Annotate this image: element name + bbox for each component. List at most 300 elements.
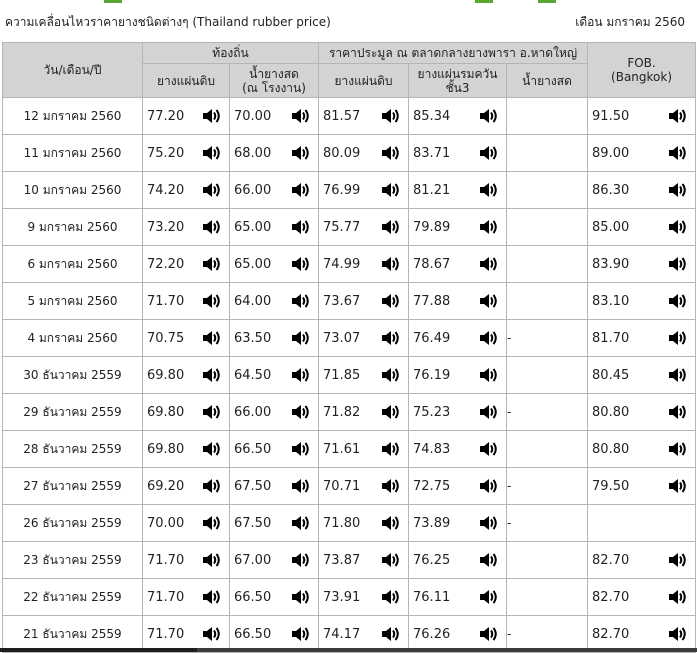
price-cell-local-latex [230,172,319,209]
speaker-icon[interactable] [668,145,687,161]
price-cell-central-latex [507,135,588,172]
price-cell-local-sheet [143,209,230,246]
price-value: 75.20 [147,145,185,161]
price-cell-local-sheet [143,357,230,394]
speaker-icon[interactable] [479,515,498,531]
price-cell-fob [588,431,696,468]
price-cell-content [409,172,506,208]
price-value: 71.82 [323,404,361,420]
table-row [3,135,696,172]
price-cell-content [409,468,506,504]
speaker-icon[interactable] [291,182,310,198]
speaker-icon[interactable] [381,219,400,235]
price-cell-central-smoked [409,209,507,246]
price-cell-content [588,246,695,282]
price-value: 83.90 [592,256,630,272]
speaker-icon[interactable] [291,219,310,235]
price-cell-content [230,172,318,208]
speaker-icon[interactable] [202,145,221,161]
price-cell-central-latex: - [507,320,588,357]
speaker-icon[interactable] [668,256,687,272]
price-cell-central-sheet [319,579,409,616]
price-cell-content [409,505,506,541]
price-value: 72.20 [147,256,185,272]
price-cell-content [588,468,695,504]
price-cell-local-latex [230,283,319,320]
price-value: 76.26 [413,626,451,642]
price-cell-central-sheet [319,468,409,505]
speaker-icon[interactable] [381,404,400,420]
price-value: 65.00 [234,219,272,235]
speaker-icon[interactable] [668,293,687,309]
col-group-local: ท้องถิ่น [143,43,319,64]
price-cell-content [409,283,506,319]
table-row [3,579,696,616]
speaker-icon[interactable] [202,589,221,605]
price-cell-content [319,320,408,356]
top-green-mark [538,0,556,3]
price-cell-content [319,505,408,541]
price-cell-local-latex [230,357,319,394]
speaker-icon[interactable] [291,108,310,124]
price-cell-central-sheet [319,283,409,320]
price-value: 66.00 [234,404,272,420]
bottom-scroll-strip [0,648,697,652]
price-cell-content [230,394,318,430]
speaker-icon[interactable] [479,293,498,309]
price-value: 70.00 [147,515,185,531]
price-cell-content [409,357,506,393]
price-value: 85.34 [413,108,451,124]
price-cell-central-smoked [409,542,507,579]
table-row [3,357,696,394]
price-cell-content [319,283,408,319]
price-cell-content [230,246,318,282]
date-cell: 22 ธันวาคม 2559 [3,579,143,616]
price-cell-content [588,320,695,356]
price-cell-fob [588,616,696,653]
price-cell-content [143,98,229,134]
price-cell-content [409,431,506,467]
speaker-icon[interactable] [381,330,400,346]
date-cell: 23 ธันวาคม 2559 [3,542,143,579]
price-cell-content [143,320,229,356]
speaker-icon[interactable] [291,404,310,420]
speaker-icon[interactable] [291,293,310,309]
price-value: 81.70 [592,330,630,346]
speaker-icon[interactable] [291,256,310,272]
speaker-icon[interactable] [479,478,498,494]
price-value: 69.80 [147,404,185,420]
price-cell-central-smoked [409,468,507,505]
price-cell-content [143,468,229,504]
speaker-icon[interactable] [381,256,400,272]
table-row [3,616,696,653]
price-cell-fob [588,246,696,283]
date-cell: 21 ธันวาคม 2559 [3,616,143,653]
price-cell-content [588,209,695,245]
speaker-icon[interactable] [381,626,400,642]
price-value: 69.80 [147,441,185,457]
price-value: 76.11 [413,589,451,605]
price-cell-content [143,357,229,393]
speaker-icon[interactable] [479,182,498,198]
speaker-icon[interactable] [291,552,310,568]
speaker-icon[interactable] [202,515,221,531]
price-value: 72.75 [413,478,451,494]
price-cell-local-latex [230,246,319,283]
price-value: 77.88 [413,293,451,309]
price-cell-content [409,542,506,578]
price-cell-local-sheet [143,505,230,542]
price-value: 76.99 [323,182,361,198]
speaker-icon[interactable] [381,441,400,457]
price-cell-central-latex [507,542,588,579]
speaker-icon[interactable] [202,404,221,420]
speaker-icon[interactable] [668,478,687,494]
speaker-icon[interactable] [479,441,498,457]
table-row [3,283,696,320]
price-value: 67.50 [234,478,272,494]
price-cell-content [230,505,318,541]
price-cell-content [409,579,506,615]
price-cell-central-latex [507,246,588,283]
price-cell-local-sheet [143,431,230,468]
price-cell-fob [588,579,696,616]
price-cell-content [409,98,506,134]
speaker-icon[interactable] [381,367,400,383]
table-row [3,320,696,357]
price-cell-content [588,542,695,578]
price-cell-local-sheet [143,172,230,209]
price-cell-fob [588,320,696,357]
price-cell-central-smoked [409,283,507,320]
price-cell-content [588,283,695,319]
price-cell-content [319,246,408,282]
price-cell-central-sheet [319,320,409,357]
price-cell-central-sheet [319,394,409,431]
price-value: 82.70 [592,552,630,568]
speaker-icon[interactable] [202,182,221,198]
speaker-icon[interactable] [479,404,498,420]
price-cell-content [588,172,695,208]
price-cell-content [230,283,318,319]
speaker-icon[interactable] [381,293,400,309]
price-cell-central-latex: - [507,394,588,431]
price-cell-central-smoked [409,394,507,431]
speaker-icon[interactable] [291,478,310,494]
price-value: 64.50 [234,367,272,383]
price-cell-central-sheet [319,542,409,579]
date-cell: 11 มกราคม 2560 [3,135,143,172]
date-cell: 10 มกราคม 2560 [3,172,143,209]
price-value: 71.70 [147,293,185,309]
col-header-fob: FOB. (Bangkok) [588,43,696,98]
price-cell-content [319,542,408,578]
speaker-icon[interactable] [291,515,310,531]
price-cell-content [143,616,229,652]
price-cell-content [409,246,506,282]
price-value: 73.87 [323,552,361,568]
price-cell-local-latex [230,135,319,172]
price-value: 67.00 [234,552,272,568]
price-cell-content [230,135,318,171]
price-cell-central-latex [507,357,588,394]
price-cell-central-latex: - [507,616,588,653]
speaker-icon[interactable] [668,626,687,642]
speaker-icon[interactable] [668,330,687,346]
price-value: 78.67 [413,256,451,272]
price-cell-central-smoked [409,357,507,394]
speaker-icon[interactable] [479,108,498,124]
price-value: 80.80 [592,404,630,420]
price-value: 81.21 [413,182,451,198]
speaker-icon[interactable] [381,589,400,605]
price-value: 71.80 [323,515,361,531]
price-cell-content [143,505,229,541]
price-value: 80.09 [323,145,361,161]
price-cell-fob [588,468,696,505]
price-cell-fob [588,283,696,320]
price-cell-fob [588,209,696,246]
top-green-mark [104,0,122,3]
speaker-icon[interactable] [668,589,687,605]
price-value: 86.30 [592,182,630,198]
price-cell-central-latex [507,579,588,616]
price-cell-fob [588,542,696,579]
price-cell-fob [588,505,696,542]
speaker-icon[interactable] [668,441,687,457]
speaker-icon[interactable] [479,256,498,272]
price-cell-content [409,320,506,356]
price-cell-central-smoked [409,505,507,542]
speaker-icon[interactable] [668,552,687,568]
price-cell-content [230,431,318,467]
speaker-icon[interactable] [479,330,498,346]
price-value: 66.50 [234,626,272,642]
date-cell: 29 ธันวาคม 2559 [3,394,143,431]
speaker-icon[interactable] [381,182,400,198]
price-value: 89.00 [592,145,630,161]
price-cell-local-latex [230,98,319,135]
price-value: 76.19 [413,367,451,383]
speaker-icon[interactable] [668,108,687,124]
price-value: 63.50 [234,330,272,346]
price-value: 73.91 [323,589,361,605]
price-cell-central-smoked [409,431,507,468]
price-cell-content [409,394,506,430]
price-cell-central-smoked [409,135,507,172]
price-cell-content [588,98,695,134]
speaker-icon[interactable] [202,626,221,642]
price-cell-content [143,135,229,171]
col-group-central-market: ราคาประมูล ณ ตลาดกลางยางพารา อ.หาดใหญ่ [319,43,588,64]
date-cell: 30 ธันวาคม 2559 [3,357,143,394]
speaker-icon[interactable] [202,330,221,346]
price-cell-content [319,579,408,615]
price-cell-content [319,172,408,208]
price-value: 75.77 [323,219,361,235]
price-value: 65.00 [234,256,272,272]
date-cell: 27 ธันวาคม 2559 [3,468,143,505]
price-cell-local-sheet [143,320,230,357]
price-cell-content [588,135,695,171]
price-cell-central-latex [507,283,588,320]
price-cell-content [230,320,318,356]
price-cell-content [143,209,229,245]
price-cell-content [143,431,229,467]
date-cell: 12 มกราคม 2560 [3,98,143,135]
speaker-icon[interactable] [202,219,221,235]
price-cell-content [143,542,229,578]
price-cell-content [588,616,695,652]
price-cell-fob [588,172,696,209]
speaker-icon[interactable] [202,441,221,457]
price-cell-central-smoked [409,172,507,209]
price-cell-content [319,98,408,134]
table-row [3,468,696,505]
price-cell-content [319,135,408,171]
speaker-icon[interactable] [202,478,221,494]
speaker-icon[interactable] [479,219,498,235]
price-value: 79.50 [592,478,630,494]
price-value: 82.70 [592,589,630,605]
price-cell-content [230,357,318,393]
price-cell-local-latex [230,542,319,579]
date-cell: 9 มกราคม 2560 [3,209,143,246]
speaker-icon[interactable] [668,404,687,420]
price-cell-content [230,579,318,615]
speaker-icon[interactable] [479,145,498,161]
price-value: 64.00 [234,293,272,309]
speaker-icon[interactable] [381,108,400,124]
price-cell-local-latex [230,468,319,505]
price-value: 80.80 [592,441,630,457]
speaker-icon[interactable] [291,441,310,457]
price-cell-content [319,209,408,245]
price-cell-central-smoked [409,98,507,135]
table-row [3,542,696,579]
price-cell-content [143,246,229,282]
speaker-icon[interactable] [381,515,400,531]
price-cell-central-sheet [319,98,409,135]
date-cell: 26 ธันวาคม 2559 [3,505,143,542]
price-cell-central-latex: - [507,505,588,542]
speaker-icon[interactable] [291,589,310,605]
price-cell-local-latex [230,209,319,246]
table-row [3,431,696,468]
speaker-icon[interactable] [381,478,400,494]
price-value: 68.00 [234,145,272,161]
price-cell-content [143,579,229,615]
speaker-icon[interactable] [381,552,400,568]
table-row [3,394,696,431]
speaker-icon[interactable] [381,145,400,161]
price-value: 70.00 [234,108,272,124]
price-cell-central-latex [507,209,588,246]
price-cell-central-sheet [319,246,409,283]
price-cell-content [319,357,408,393]
col-header-central-smoked: ยางแผ่นรมควัน ชั้น3 [409,64,507,98]
speaker-icon[interactable] [479,367,498,383]
speaker-icon[interactable] [479,589,498,605]
price-cell-local-sheet [143,579,230,616]
table-row [3,172,696,209]
price-cell-content [143,394,229,430]
price-cell-fob [588,98,696,135]
price-cell-content [409,616,506,652]
speaker-icon[interactable] [291,367,310,383]
price-cell-central-sheet [319,135,409,172]
price-value: 77.20 [147,108,185,124]
col-header-local-sheet: ยางแผ่นดิบ [143,64,230,98]
speaker-icon[interactable] [668,367,687,383]
speaker-icon[interactable] [291,330,310,346]
price-value: 66.50 [234,589,272,605]
col-header-central-latex: น้ำยางสด [507,64,588,98]
price-cell-local-latex [230,579,319,616]
price-cell-content [588,579,695,615]
top-green-mark [475,0,493,3]
price-value: 76.49 [413,330,451,346]
speaker-icon[interactable] [668,182,687,198]
price-cell-content [588,431,695,467]
speaker-icon[interactable] [479,626,498,642]
price-cell-local-sheet [143,468,230,505]
speaker-icon[interactable] [202,256,221,272]
price-cell-content [319,468,408,504]
price-value: 71.70 [147,552,185,568]
price-cell-central-smoked [409,616,507,653]
price-cell-local-sheet [143,98,230,135]
price-cell-central-sheet [319,616,409,653]
price-cell-local-latex [230,320,319,357]
price-value: 71.85 [323,367,361,383]
date-cell: 4 มกราคม 2560 [3,320,143,357]
price-cell-local-sheet [143,246,230,283]
price-cell-content [230,542,318,578]
price-value: 74.17 [323,626,361,642]
rubber-price-table [2,42,696,653]
price-value: 74.83 [413,441,451,457]
price-cell-content [588,357,695,393]
speaker-icon[interactable] [668,219,687,235]
speaker-icon[interactable] [291,626,310,642]
price-cell-content [230,98,318,134]
speaker-icon[interactable] [291,145,310,161]
price-value: 79.89 [413,219,451,235]
price-cell-central-smoked [409,246,507,283]
price-cell-central-latex [507,431,588,468]
price-cell-central-sheet [319,431,409,468]
table-row [3,246,696,283]
price-cell-central-latex: - [507,468,588,505]
price-value: 67.50 [234,515,272,531]
speaker-icon[interactable] [202,293,221,309]
speaker-icon[interactable] [202,367,221,383]
price-value: 76.25 [413,552,451,568]
price-cell-central-latex [507,98,588,135]
price-cell-fob [588,394,696,431]
page-title: ความเคลื่อนไหวราคายางชนิดต่างๆ (Thailand rubber price) [5,15,331,29]
price-value: 83.71 [413,145,451,161]
speaker-icon[interactable] [202,108,221,124]
price-cell-local-sheet [143,135,230,172]
speaker-icon[interactable] [479,552,498,568]
speaker-icon[interactable] [202,552,221,568]
price-value: 71.70 [147,589,185,605]
price-cell-central-smoked [409,579,507,616]
